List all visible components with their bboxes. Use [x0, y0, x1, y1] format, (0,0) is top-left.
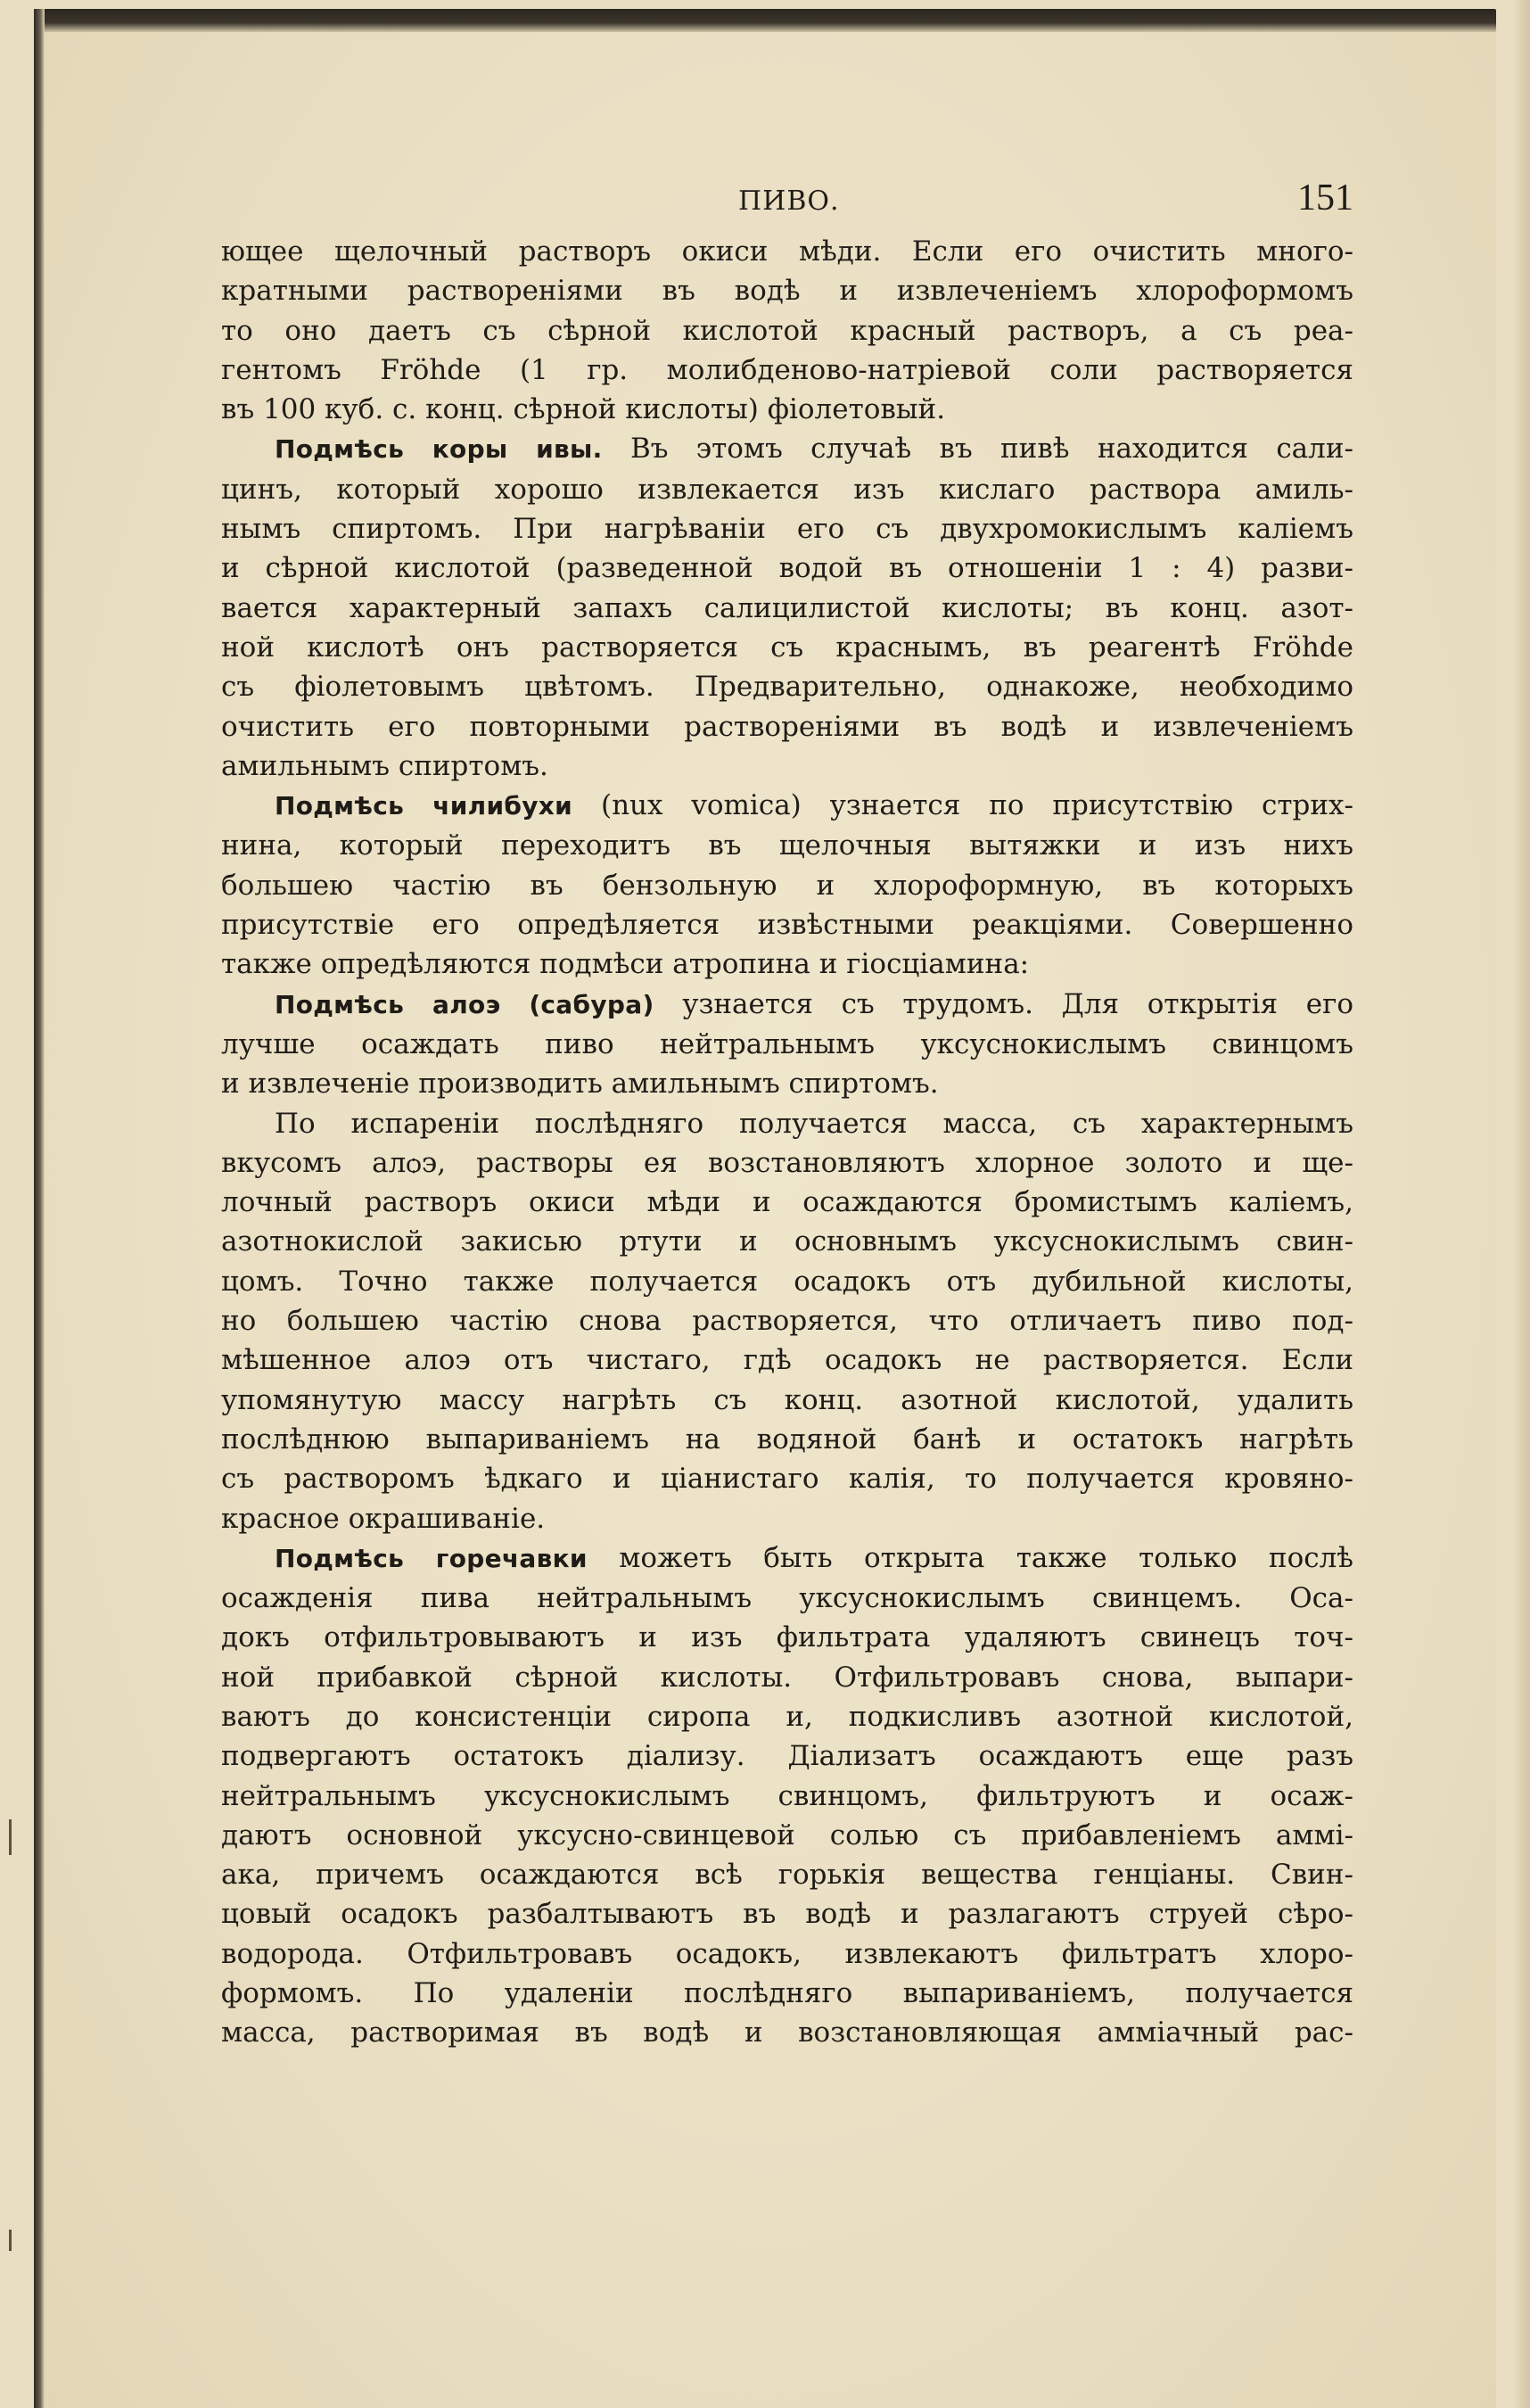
text-line: красное окрашиваніе. [221, 1502, 546, 1535]
text-line: и извлеченіе производить амильнымъ спиртомъ. [221, 1068, 939, 1101]
text-line: послѣднюю выпариваніемъ на водяной банѣ и остатокъ нагрѣть [221, 1423, 1353, 1456]
text-line: вается характерный запахъ салицилистой кислоты; въ конц. азот- [221, 591, 1353, 624]
text-line: цовый осадокъ разбалтываютъ въ водѣ и разлагаютъ струей сѣро- [221, 1898, 1353, 1931]
text-line: ной кислотѣ онъ растворяется съ краснымъ, въ реагентѣ Fröhde [221, 631, 1353, 664]
paragraph [221, 985, 1353, 1104]
text-column [221, 177, 1353, 2053]
section-lead: Подмѣсь алоэ (сабура) [275, 989, 654, 1019]
text-line: подвергаютъ остатокъ діализу. Діализатъ осаждаютъ еще разъ [221, 1740, 1353, 1773]
text-line: вкусомъ алѻэ, растворы ея возстановляютъ хлорное золото и ще- [221, 1146, 1353, 1179]
page-right-shadow [1512, 0, 1530, 2408]
running-title: ПИВО. [738, 186, 840, 217]
text-line: нина, который переходитъ въ щелочныя вытяжки и изъ нихъ [221, 829, 1353, 862]
text-line: очистить его повторными раствореніями въ водѣ и извлеченіемъ [221, 710, 1353, 743]
text-line: лочный растворъ окиси мѣди и осаждаются бромистымъ каліемъ, [221, 1186, 1353, 1219]
text-line-content: (nux vomica) узнается по присутствію стрих- [600, 789, 1354, 822]
text-line [221, 786, 1353, 826]
text-line: въ 100 куб. с. конц. сѣрной кислоты) фіолетовый. [221, 393, 946, 426]
text-line: но большею частію снова растворяется, что отличаетъ пиво под- [221, 1305, 1353, 1338]
text-line-content: можетъ быть открыта также только послѣ [619, 1541, 1353, 1574]
page-number: 151 [1297, 177, 1353, 219]
text-line: съ растворомъ ѣдкаго и ціанистаго калія, то получается кровяно- [221, 1463, 1353, 1496]
text-line: цомъ. Точно также получается осадокъ отъ дубильной кислоты, [221, 1265, 1353, 1298]
paragraph [221, 232, 1353, 429]
text-line [221, 1538, 1353, 1579]
section-lead: Подмѣсь горечавки [275, 1543, 588, 1573]
paragraph [221, 1104, 1353, 1538]
paragraph [221, 1538, 1353, 2053]
text-line: большею частію въ бензольную и хлороформную, въ которыхъ [221, 869, 1353, 902]
text-line: съ фіолетовымъ цвѣтомъ. Предварительно, однакоже, необходимо [221, 671, 1353, 704]
page-top-edge [34, 9, 1496, 32]
margin-mark [9, 1819, 12, 1855]
text-line [221, 429, 1353, 469]
text-line [221, 985, 1353, 1025]
text-line: мѣшенное алоэ отъ чистаго, гдѣ осадокъ не растворяется. Если [221, 1344, 1353, 1377]
text-line: осажденія пива нейтральнымъ уксуснокислымъ свинцемъ. Оса- [221, 1582, 1353, 1615]
text-line: масса, растворимая въ водѣ и возстановляющая аммiачный рас- [221, 2016, 1353, 2049]
text-line: докъ отфильтровываютъ и изъ фильтрата удаляютъ свинецъ точ- [221, 1621, 1353, 1654]
text-line: водорода. Отфильтровавъ осадокъ, извлекаютъ фильтратъ хлоро- [221, 1937, 1353, 1970]
paragraph [221, 786, 1353, 984]
text-line: гентомъ Fröhde (1 гр. молибденово-натріевой соли растворяется [221, 353, 1353, 386]
text-line: то оно даетъ съ сѣрной кислотой красный растворъ, а съ реа- [221, 314, 1353, 347]
text-line: лучше осаждать пиво нейтральнымъ уксуснокислымъ свинцомъ [221, 1027, 1353, 1060]
text-line: амильнымъ спиртомъ. [221, 749, 548, 782]
text-line: нейтральнымъ уксуснокислымъ свинцомъ, фильтруютъ и осаж- [221, 1779, 1353, 1812]
text-line: нымъ спиртомъ. При нагрѣваніи его съ двухромокислымъ каліемъ [221, 513, 1353, 546]
text-line-content: Въ этомъ случаѣ въ пивѣ находится сали- [629, 433, 1353, 466]
text-line: цинъ, который хорошо извлекается изъ кислаго раствора амиль- [221, 473, 1353, 506]
page-left-edge [34, 9, 45, 2408]
paragraph [221, 429, 1353, 786]
text-line: ваютъ до консистенціи сиропа и, подкисливъ азотной кислотой, [221, 1700, 1353, 1733]
text-line: По испареніи послѣдняго получается масса, съ характернымъ [275, 1107, 1353, 1140]
text-line: даютъ основной уксусно-свинцевой солью съ прибавленіемъ аммі- [221, 1818, 1353, 1851]
text-line: ной прибавкой сѣрной кислоты. Отфильтровавъ снова, выпари- [221, 1661, 1353, 1694]
text-line: кратными раствореніями въ водѣ и извлеченіемъ хлороформомъ [221, 275, 1353, 308]
text-line: присутствіе его опредѣляется извѣстными реакціями. Совершенно [221, 909, 1353, 942]
text-line: формомъ. По удаленіи послѣдняго выпариваніемъ, получается [221, 1977, 1353, 2010]
margin-mark [9, 2230, 12, 2251]
section-lead: Подмѣсь чилибухи [275, 791, 573, 821]
text-line: упомянутую массу нагрѣть съ конц. азотной кислотой, удалить [221, 1383, 1353, 1416]
running-header [221, 177, 1353, 232]
text-line: ющее щелочный растворъ окиси мѣди. Если его очистить много- [221, 235, 1353, 268]
text-line: также опредѣляются подмѣси атропина и гіосціамина: [221, 948, 1030, 981]
text-line: ака, причемъ осаждаются всѣ горькія вещества генціаны. Свин- [221, 1859, 1353, 1892]
text-line: и сѣрной кислотой (разведенной водой въ отношеніи 1 : 4) разви- [221, 552, 1353, 585]
text-line: азотнокислой закисью ртути и основнымъ уксуснокислымъ свин- [221, 1225, 1353, 1258]
text-line-content: узнается съ трудомъ. Для открытія его [682, 987, 1354, 1020]
section-lead: Подмѣсь коры ивы. [275, 434, 603, 465]
